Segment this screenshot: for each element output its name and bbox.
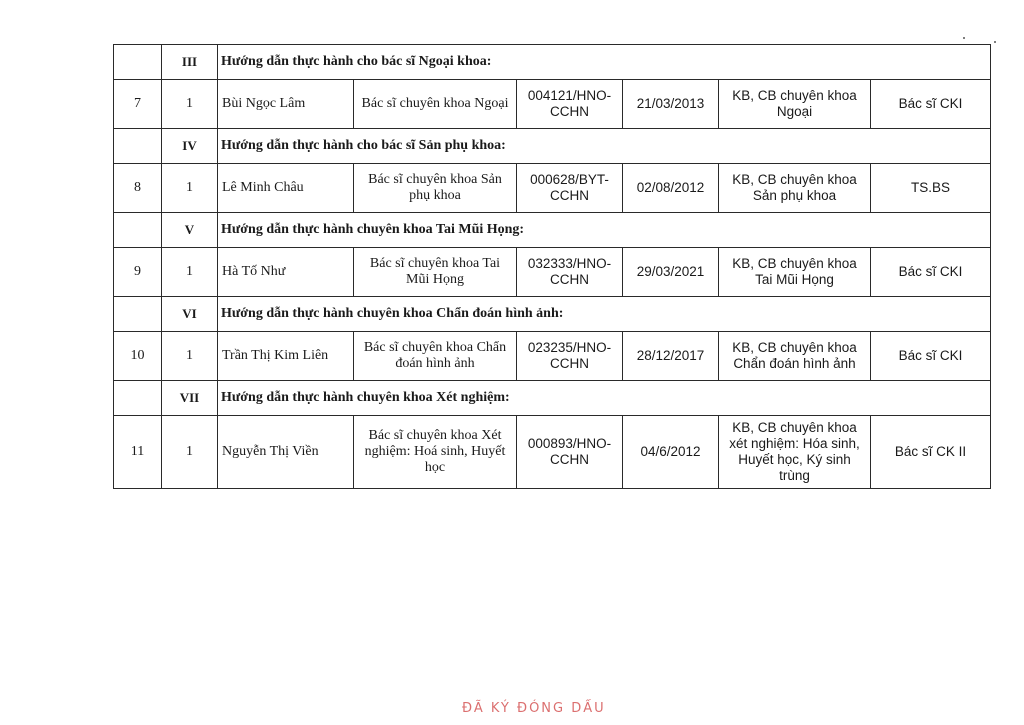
table-row (114, 164, 991, 213)
specialty-cell: Bác sĩ chuyên khoa Sản phụ khoa (354, 164, 517, 213)
practice-scope-cell: KB, CB chuyên khoa Sản phụ khoa (719, 164, 871, 213)
specialty-cell: Bác sĩ chuyên khoa Tai Mũi Họng (354, 248, 517, 297)
practice-scope-cell: KB, CB chuyên khoa Tai Mũi Họng (719, 248, 871, 297)
sub-index-cell: 1 (162, 248, 218, 297)
section-number: III (162, 45, 218, 80)
practitioner-name-cell: Nguyễn Thị Viền (218, 416, 354, 489)
section-header-row (114, 381, 991, 416)
practice-scope-cell: KB, CB chuyên khoa Ngoại (719, 80, 871, 129)
section-number: VII (162, 381, 218, 416)
section-header-row (114, 213, 991, 248)
section-header-row (114, 297, 991, 332)
issue-date-cell: 04/6/2012 (623, 416, 719, 489)
sub-index-cell: 1 (162, 80, 218, 129)
degree-cell: Bác sĩ CKI (871, 80, 991, 129)
section-number: V (162, 213, 218, 248)
empty-cell (114, 129, 162, 164)
table-row (114, 332, 991, 381)
sub-index-cell: 1 (162, 164, 218, 213)
degree-cell: Bác sĩ CK II (871, 416, 991, 489)
certificate-number-cell: 032333/HNO-CCHN (517, 248, 623, 297)
sub-index-cell: 1 (162, 332, 218, 381)
specialty-cell: Bác sĩ chuyên khoa Ngoại (354, 80, 517, 129)
scan-speck (963, 37, 965, 39)
practitioner-name-cell: Lê Minh Châu (218, 164, 354, 213)
practice-scope-cell: KB, CB chuyên khoa Chẩn đoán hình ảnh (719, 332, 871, 381)
section-number: VI (162, 297, 218, 332)
degree-cell: TS.BS (871, 164, 991, 213)
practitioner-name-cell: Bùi Ngọc Lâm (218, 80, 354, 129)
specialty-cell: Bác sĩ chuyên khoa Xét nghiệm: Hoá sinh, Huyết học (354, 416, 517, 489)
section-header-row (114, 129, 991, 164)
degree-cell: Bác sĩ CKI (871, 248, 991, 297)
table-row (114, 248, 991, 297)
table-row (114, 80, 991, 129)
section-heading: Hướng dẫn thực hành cho bác sĩ Sản phụ khoa: (218, 129, 991, 164)
certificate-number-cell: 000893/HNO-CCHN (517, 416, 623, 489)
scan-speck (994, 41, 996, 43)
issue-date-cell: 21/03/2013 (623, 80, 719, 129)
footer-stamp: ĐÃ KÝ ĐÓNG DẤU (462, 701, 606, 716)
section-number: IV (162, 129, 218, 164)
practitioner-name-cell: Trần Thị Kim Liên (218, 332, 354, 381)
empty-cell (114, 381, 162, 416)
section-heading: Hướng dẫn thực hành chuyên khoa Chẩn đoán hình ảnh: (218, 297, 991, 332)
row-index-cell: 11 (114, 416, 162, 489)
empty-cell (114, 213, 162, 248)
issue-date-cell: 29/03/2021 (623, 248, 719, 297)
row-index-cell: 7 (114, 80, 162, 129)
section-heading: Hướng dẫn thực hành cho bác sĩ Ngoại khoa: (218, 45, 991, 80)
specialty-cell: Bác sĩ chuyên khoa Chẩn đoán hình ảnh (354, 332, 517, 381)
table-row (114, 416, 991, 489)
issue-date-cell: 28/12/2017 (623, 332, 719, 381)
empty-cell (114, 45, 162, 80)
practitioner-name-cell: Hà Tố Như (218, 248, 354, 297)
degree-cell: Bác sĩ CKI (871, 332, 991, 381)
issue-date-cell: 02/08/2012 (623, 164, 719, 213)
certificate-number-cell: 000628/BYT-CCHN (517, 164, 623, 213)
sub-index-cell: 1 (162, 416, 218, 489)
certificate-number-cell: 004121/HNO-CCHN (517, 80, 623, 129)
row-index-cell: 9 (114, 248, 162, 297)
row-index-cell: 8 (114, 164, 162, 213)
certificate-number-cell: 023235/HNO-CCHN (517, 332, 623, 381)
practitioner-table (113, 44, 991, 489)
section-header-row (114, 45, 991, 80)
row-index-cell: 10 (114, 332, 162, 381)
table-body (114, 45, 991, 489)
empty-cell (114, 297, 162, 332)
practice-scope-cell: KB, CB chuyên khoa xét nghiệm: Hóa sinh, Huyết học, Ký sinh trùng (719, 416, 871, 489)
section-heading: Hướng dẫn thực hành chuyên khoa Tai Mũi Họng: (218, 213, 991, 248)
section-heading: Hướng dẫn thực hành chuyên khoa Xét nghiệm: (218, 381, 991, 416)
